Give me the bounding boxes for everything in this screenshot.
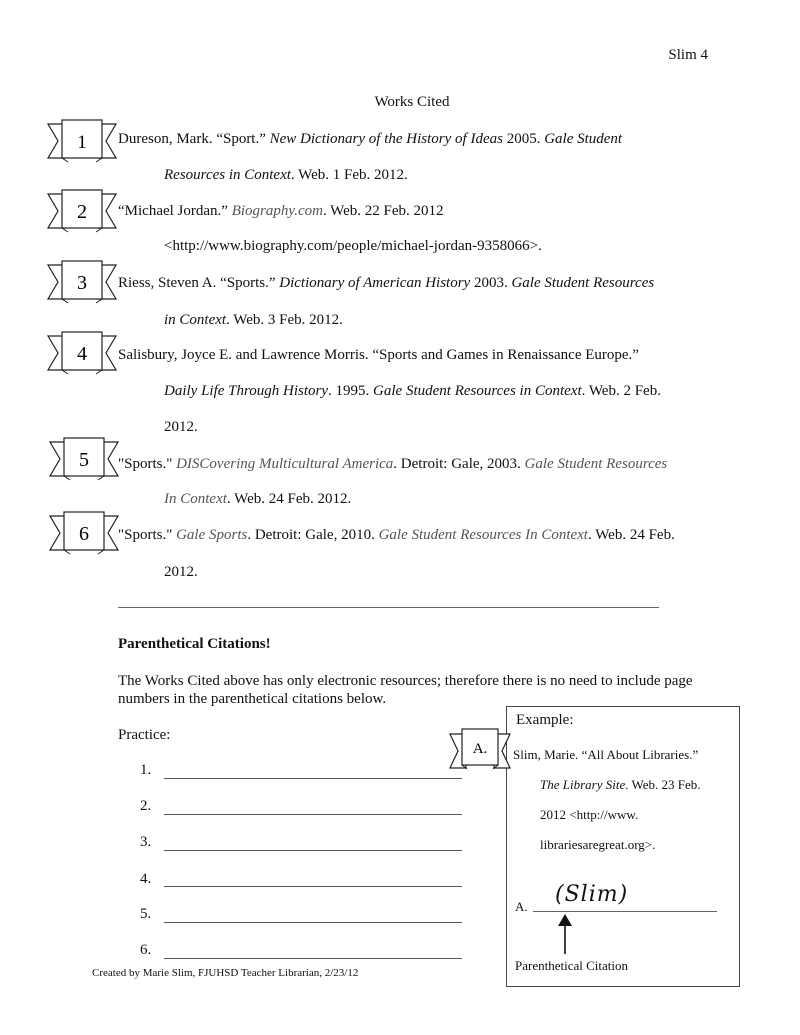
entry-number: 5 — [79, 449, 89, 471]
practice-label: Practice: — [118, 727, 171, 743]
ribbon-banner-icon — [46, 330, 118, 378]
practice-item-number: 2. — [140, 798, 152, 814]
ribbon-banner-icon — [46, 259, 118, 307]
example-answer-label: A. — [515, 899, 528, 914]
practice-item-number: 1. — [140, 762, 152, 778]
example-citation-line-3: 2012 <http://www. — [540, 807, 639, 822]
citation-4-line-1: Salisbury, Joyce E. and Lawrence Morris. “Sports and Games in Renaissance Europe.” — [118, 347, 639, 363]
entry-number: 2 — [77, 201, 87, 223]
example-answer-line — [533, 911, 717, 912]
example-citation-line-1: Slim, Marie. “All About Libraries.” — [513, 747, 699, 762]
practice-item-number: 5. — [140, 906, 152, 922]
practice-answer-line[interactable] — [164, 778, 462, 779]
instructions-paragraph: The Works Cited above has only electronic resources; therefore there is no need to include page numbers in the parenthetical citations below. — [118, 673, 693, 707]
ribbon-banner-icon — [48, 510, 120, 558]
footer-credit: Created by Marie Slim, FJUHSD Teacher Librarian, 2/23/12 — [92, 967, 359, 979]
entry-number: 3 — [77, 272, 87, 294]
running-head: Slim 4 — [668, 47, 708, 63]
entry-number: 6 — [79, 523, 89, 545]
citation-1-line-1: Dureson, Mark. “Sport.” New Dictionary of the History of Ideas 2005. Gale Student — [118, 131, 623, 147]
up-arrow-icon — [557, 914, 573, 956]
practice-answer-line[interactable] — [164, 958, 462, 959]
citation-4-line-3: 2012. — [164, 419, 198, 435]
practice-item-number: 6. — [140, 942, 152, 958]
example-banner-label: A. — [472, 741, 488, 757]
practice-answer-line[interactable] — [164, 814, 462, 815]
practice-item-number: 3. — [140, 834, 152, 850]
ribbon-banner-icon — [46, 188, 118, 236]
citation-3-line-1: Riess, Steven A. “Sports.” Dictionary of American History 2003. Gale Student Resources — [118, 275, 655, 291]
practice-answer-line[interactable] — [164, 886, 462, 887]
citation-6-line-2: 2012. — [164, 564, 198, 580]
citation-2-line-1: “Michael Jordan.” Biography.com. Web. 22 Feb. 2012 — [118, 203, 444, 219]
citation-5-line-2: In Context. Web. 24 Feb. 2012. — [164, 491, 352, 507]
practice-answer-line[interactable] — [164, 850, 462, 851]
ribbon-banner-icon — [448, 726, 512, 774]
arrow-label: Parenthetical Citation — [515, 958, 628, 973]
ribbon-banner-icon — [46, 118, 118, 166]
citation-2-line-2: <http://www.biography.com/people/michael-jordan-9358066>. — [164, 238, 542, 254]
practice-item-number: 4. — [140, 871, 152, 887]
works-cited-title: Works Cited — [374, 94, 450, 110]
practice-answer-line[interactable] — [164, 922, 462, 923]
citation-3-line-2: in Context. Web. 3 Feb. 2012. — [164, 312, 343, 328]
citation-6-line-1: "Sports." Gale Sports. Detroit: Gale, 2010. Gale Student Resources In Context. Web. 24 Feb. — [118, 527, 675, 543]
example-title: Example: — [516, 712, 574, 728]
example-citation-line-2: The Library Site. Web. 23 Feb. — [540, 777, 701, 792]
example-answer-handwriting: (Slim) — [555, 882, 629, 907]
entry-number: 4 — [77, 343, 87, 365]
entry-number: 1 — [77, 132, 87, 153]
example-citation-line-4: librariesaregreat.org>. — [540, 837, 656, 852]
citation-1-line-2: Resources in Context. Web. 1 Feb. 2012. — [164, 167, 408, 183]
citation-4-line-2: Daily Life Through History. 1995. Gale Student Resources in Context. Web. 2 Feb. — [164, 383, 661, 399]
parenthetical-heading: Parenthetical Citations! — [118, 636, 271, 652]
ribbon-banner-icon — [48, 436, 120, 484]
citation-5-line-1: "Sports." DISCovering Multicultural America. Detroit: Gale, 2003. Gale Student Resources — [118, 456, 668, 472]
section-divider — [118, 607, 659, 608]
